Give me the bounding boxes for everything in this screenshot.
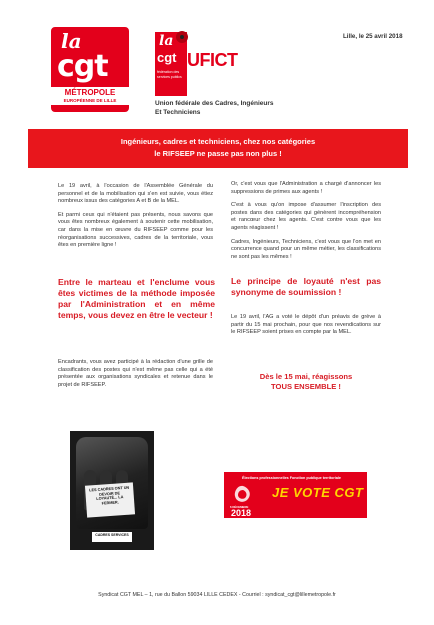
- election-date: 6 DÉCEMBRE: [230, 505, 249, 509]
- protest-photo: [70, 431, 154, 550]
- footer-contact: Syndicat CGT MEL – 1, rue du Ballon 59034 LILLE CEDEX - Courriel : syndicat_cgt@lillemetropole.fr: [98, 592, 336, 598]
- photo-caption-text: CADRES SERVICES: [95, 533, 129, 537]
- banner-line2: le RIFSEEP ne passe pas non plus !: [154, 149, 282, 158]
- elections-text: Élections professionnelles Fonction publique territoriale: [242, 476, 341, 480]
- cgt-ufict-logo: [155, 32, 260, 96]
- ufict-caption-line2: Et Techniciens: [155, 109, 201, 116]
- cgt-metropole-logo: [51, 27, 129, 112]
- left-highlight: Entre le marteau et l'enclume vous êtes victimes de la méthode imposée par l'Administration et en même temps, vous devez en être le vecteur !: [58, 277, 215, 320]
- right-paragraph-2: C'est à vous qu'on impose d'assumer l'inscription des postes dans des catégories qui génèrent incompréhension et rancœur chez les agents. C'est contre vous que les agents réagissent !: [231, 202, 381, 231]
- right-paragraph-4: Le 19 avril, l'AG a voté le dépôt d'un préavis de grève à partir du 15 mai prochain, pour que nos revendications sur le RIFSEEP soient prises en compte par la MEL.: [231, 314, 381, 336]
- right-paragraph-3: Cadres, Ingénieurs, Techniciens, c'est vous que l'on met en concurrence quand pour un même métier, les classifications ne sont pas les mêmes !: [231, 238, 381, 260]
- left-paragraph-1: Le 19 avril, à l'occasion de l'Assemblée Générale du personnel et de la mobilisation qui s'en est suivie, vous étiez nombreux issus des catégories A et B de la MEL.: [58, 183, 213, 205]
- ufict-la-text: la: [159, 33, 174, 49]
- right-paragraph-1: Or, c'est vous que l'Administration a chargé d'annoncer les suppressions de primes aux agents !: [231, 181, 381, 195]
- left-paragraph-2: Et parmi ceux qui n'étaient pas présents, nous savons que vous êtes nombreux également à soutenir cette mobilisation, car dans la mise en œuvre du RIFSEEP comme pour les réorganisations successives, cadres de la territoriale, vous êtes en première ligne !: [58, 211, 213, 249]
- title-banner: [28, 129, 408, 168]
- left-paragraph-3: Encadrants, vous avez participé à la rédaction d'une grille de classification des postes qui n'est même pas celle qui a été présentée aux organisations syndicales et retenue dans le projet de RIFSEEP.: [58, 359, 213, 388]
- right-highlight: Le principe de loyauté n'est pas synonyme de soumission !: [231, 276, 381, 297]
- logo-cgt-text: cgt: [57, 49, 108, 84]
- flower-icon: [175, 30, 189, 44]
- banner-line1: Ingénieurs, cadres et techniciens, chez nos catégories: [120, 137, 316, 146]
- je-vote-text: JE VOTE CGT: [272, 485, 364, 500]
- left-column-top: [58, 183, 213, 256]
- election-year: 2018: [231, 508, 252, 518]
- ufict-small-text: fédération des services publics: [157, 70, 182, 79]
- call-to-action: [231, 372, 381, 392]
- logo-la-text: la: [61, 29, 82, 53]
- right-column-bottom: [231, 314, 381, 343]
- photo-caption-box: [92, 532, 132, 542]
- ufict-cgt-text: cgt: [157, 50, 177, 65]
- je-vote-cgt-banner: [224, 472, 367, 518]
- ufict-caption-line1: Union fédérale des Cadres, Ingénieurs: [155, 100, 274, 107]
- right-column-top: [231, 181, 381, 267]
- flower-icon: [232, 484, 254, 506]
- call-line2: TOUS ENSEMBLE !: [271, 382, 341, 391]
- ufict-caption: [155, 99, 315, 117]
- logo-metropole-text: MÉTROPOLE: [64, 88, 116, 97]
- call-line1: Dès le 15 mai, réagissons: [259, 372, 353, 381]
- left-column-bottom: [58, 359, 213, 395]
- logo-sub-text: EUROPÉENNE DE LILLE: [63, 98, 117, 103]
- photo-sign-text: LES CADRES ONT UN DEVOIR DE LOYAUTÉ... LA FERMER.: [89, 485, 130, 506]
- photo-sign: [85, 482, 135, 517]
- ufict-text: UFICT: [187, 50, 238, 70]
- document-date: Lille, le 25 avril 2018: [343, 33, 403, 40]
